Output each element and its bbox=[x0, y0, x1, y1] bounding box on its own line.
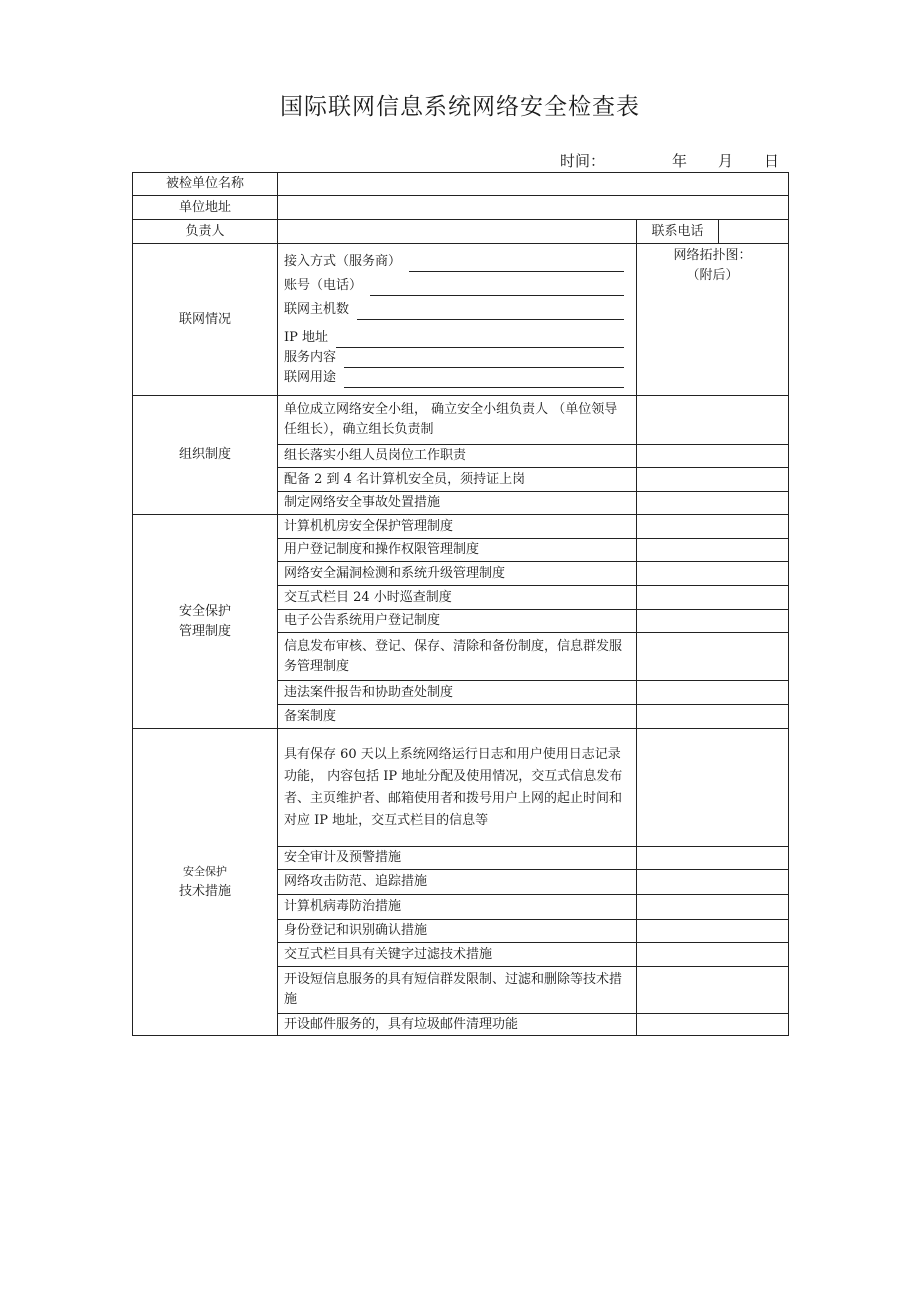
network-label: 联网情况 bbox=[133, 244, 278, 396]
check-result[interactable] bbox=[637, 920, 789, 943]
check-item: 用户登记制度和操作权限管理制度 bbox=[278, 539, 637, 562]
unit-address-value[interactable] bbox=[278, 196, 789, 220]
check-result[interactable] bbox=[637, 967, 789, 1014]
row-network bbox=[133, 244, 789, 396]
row-unit-address bbox=[133, 196, 789, 220]
check-item: 开设短信息服务的具有短信群发限制、过滤和删除等技术措施 bbox=[278, 967, 637, 1014]
check-item: 信息发布审核、登记、保存、清除和备份制度，信息群发服务管理制度 bbox=[278, 633, 637, 681]
check-item: 身份登记和识别确认措施 bbox=[278, 920, 637, 943]
network-field: 接入方式（服务商） bbox=[284, 248, 630, 272]
row-unit-name bbox=[133, 173, 789, 196]
check-item: 安全审计及预警措施 bbox=[278, 847, 637, 870]
check-result[interactable] bbox=[637, 515, 789, 539]
table-row bbox=[133, 515, 789, 539]
phone-label: 联系电话 bbox=[637, 220, 719, 244]
unit-name-value[interactable] bbox=[278, 173, 789, 196]
date-line bbox=[520, 150, 788, 172]
unit-address-label: 单位地址 bbox=[133, 196, 278, 220]
check-result[interactable] bbox=[637, 705, 789, 729]
responsible-value[interactable] bbox=[278, 220, 637, 244]
check-item: 备案制度 bbox=[278, 705, 637, 729]
check-result[interactable] bbox=[637, 943, 789, 967]
check-item: 计算机病毒防治措施 bbox=[278, 895, 637, 920]
network-field: 服务内容 bbox=[284, 348, 630, 368]
check-result[interactable] bbox=[637, 847, 789, 870]
check-result[interactable] bbox=[637, 1014, 789, 1036]
unit-name-label: 被检单位名称 bbox=[133, 173, 278, 196]
check-result[interactable] bbox=[637, 729, 789, 847]
check-item: 开设邮件服务的，具有垃圾邮件清理功能 bbox=[278, 1014, 637, 1036]
network-field: 账号（电话） bbox=[284, 272, 630, 296]
date-year: 年 bbox=[672, 152, 688, 170]
section-label-mgmt: 安全保护 管理制度 bbox=[133, 515, 278, 729]
check-result[interactable] bbox=[637, 633, 789, 681]
check-result[interactable] bbox=[637, 445, 789, 468]
check-result[interactable] bbox=[637, 681, 789, 705]
topology-title: 网络拓扑图： bbox=[673, 248, 752, 263]
check-item: 网络安全漏洞检测和系统升级管理制度 bbox=[278, 562, 637, 586]
table-row bbox=[133, 396, 789, 445]
topology-note: （附后） bbox=[686, 268, 739, 283]
fill-line[interactable] bbox=[344, 353, 624, 368]
fill-line[interactable] bbox=[336, 333, 624, 348]
check-item: 制定网络安全事故处置措施 bbox=[278, 492, 637, 515]
check-item: 单位成立网络安全小组， 确立安全小组负责人 （单位领导任组长），确立组长负责制 bbox=[278, 396, 637, 445]
check-result[interactable] bbox=[637, 870, 789, 895]
network-field: IP 地址 bbox=[284, 328, 630, 348]
section-label-tech: 安全保护 技术措施 bbox=[133, 729, 278, 1036]
responsible-label: 负责人 bbox=[133, 220, 278, 244]
check-result[interactable] bbox=[637, 562, 789, 586]
check-item: 交互式栏目具有关键字过滤技术措施 bbox=[278, 943, 637, 967]
check-result[interactable] bbox=[637, 586, 789, 610]
phone-value[interactable] bbox=[719, 220, 789, 244]
section-label-org: 组织制度 bbox=[133, 396, 278, 515]
fill-line[interactable] bbox=[357, 305, 624, 320]
check-item: 电子公告系统用户登记制度 bbox=[278, 610, 637, 633]
network-field: 联网用途 bbox=[284, 368, 630, 388]
check-result[interactable] bbox=[637, 539, 789, 562]
check-item: 计算机机房安全保护管理制度 bbox=[278, 515, 637, 539]
check-result[interactable] bbox=[637, 396, 789, 445]
check-item: 配备 2 到 4 名计算机安全员，须持证上岗 bbox=[278, 468, 637, 492]
fill-line[interactable] bbox=[344, 373, 624, 388]
network-fields bbox=[278, 244, 637, 396]
check-item: 交互式栏目 24 小时巡查制度 bbox=[278, 586, 637, 610]
check-result[interactable] bbox=[637, 610, 789, 633]
fill-line[interactable] bbox=[370, 281, 624, 296]
check-result[interactable] bbox=[637, 468, 789, 492]
inspection-table bbox=[132, 172, 789, 1036]
date-label: 时间： bbox=[560, 152, 606, 170]
check-item: 具有保存 60 天以上系统网络运行日志和用户使用日志记录功能， 内容包括 IP 地址分配及使用情况，交互式信息发布者、主页维护者、邮箱使用者和拨号用户上网的起止时间和对应 IP 地址，交互式栏目的信息等 bbox=[278, 729, 637, 847]
fill-line[interactable] bbox=[409, 257, 624, 272]
date-day: 日 bbox=[764, 152, 780, 170]
check-result[interactable] bbox=[637, 492, 789, 515]
network-field: 联网主机数 bbox=[284, 296, 630, 320]
topology-cell bbox=[637, 244, 789, 396]
check-item: 违法案件报告和协助查处制度 bbox=[278, 681, 637, 705]
check-result[interactable] bbox=[637, 895, 789, 920]
date-month: 月 bbox=[718, 152, 734, 170]
table-row bbox=[133, 729, 789, 847]
check-item: 组长落实小组人员岗位工作职责 bbox=[278, 445, 637, 468]
check-item: 网络攻击防范、追踪措施 bbox=[278, 870, 637, 895]
row-responsible bbox=[133, 220, 789, 244]
page-title: 国际联网信息系统网络安全检查表 bbox=[280, 94, 640, 120]
